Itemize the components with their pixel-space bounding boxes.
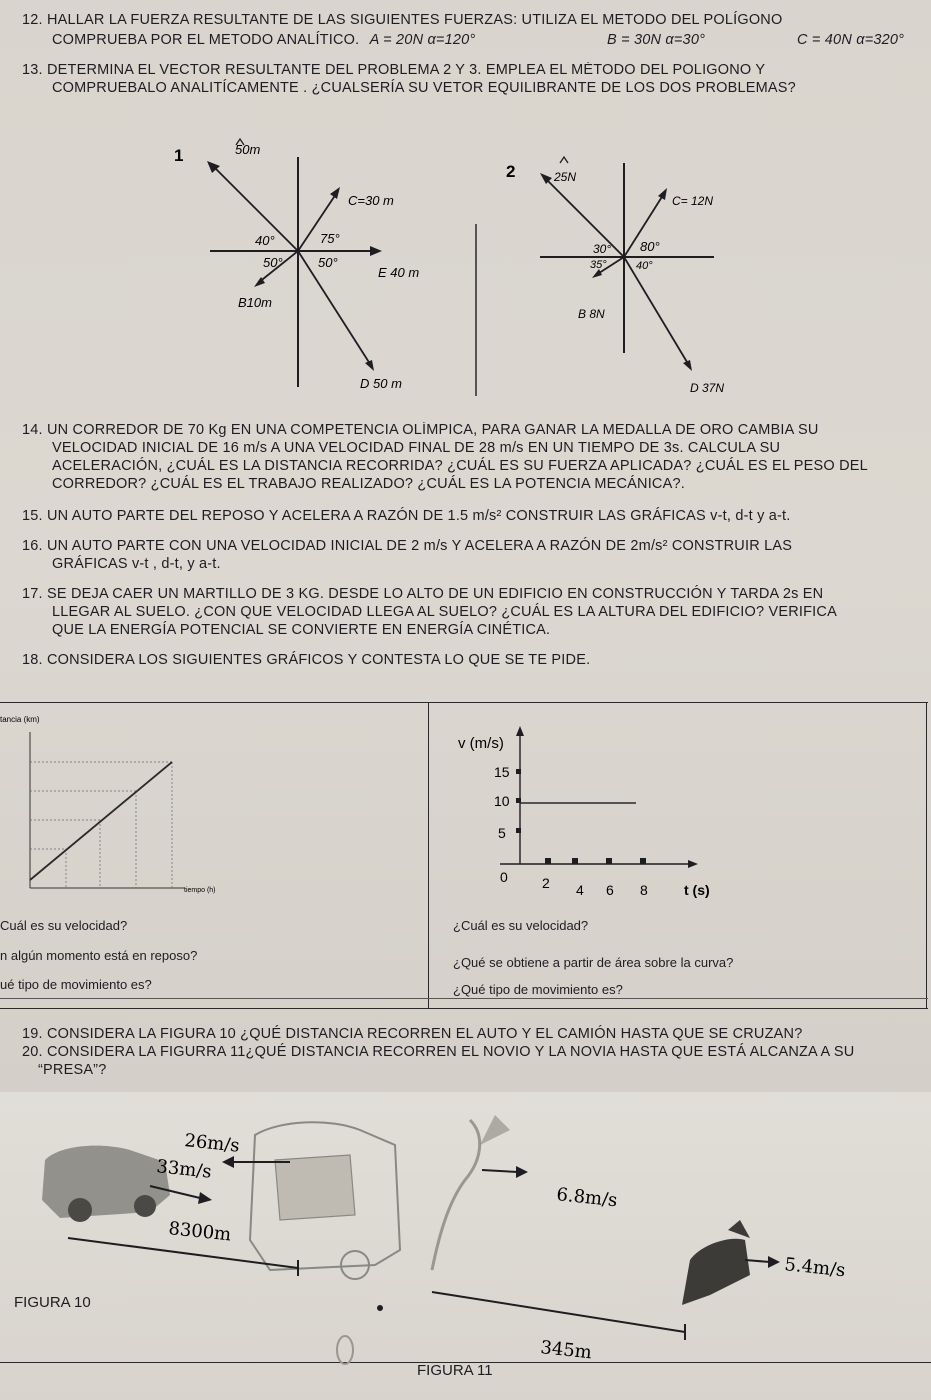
dt-xlabel: tiempo (h) <box>184 887 216 894</box>
problem-14-line3: ACELERACIÓN, ¿CUÁL ES LA DISTANCIA RECORRIDA? ¿CUÁL ES SU FUERZA APLICADA? ¿CUÁL ES EL PESO DEL <box>52 458 868 474</box>
label-40deg-2: 40° <box>636 260 653 272</box>
dt-ylabel: tancia (km) <box>0 715 40 724</box>
vt-tick-2: 2 <box>542 875 550 891</box>
figure-11-v-bride: 5.4m/s <box>783 1254 847 1282</box>
vector-diagram-2 <box>500 135 760 400</box>
left-graph-q2: n algún momento está en reposo? <box>0 948 198 963</box>
figure-10-v-car: 33m/s <box>155 1156 213 1183</box>
label-80deg: 80° <box>640 239 660 254</box>
label-50deg-a: 50° <box>263 255 283 270</box>
label-b: B10m <box>238 295 272 310</box>
label-d: D 50 m <box>360 376 402 391</box>
label-50deg-b: 50° <box>318 255 338 270</box>
force-a: A = 20N α=120° <box>369 32 476 48</box>
problem-15-line1: 15. UN AUTO PARTE DEL REPOSO Y ACELERA A RAZÓN DE 1.5 m/s² CONSTRUIR LAS GRÁFICAS v-t, d-t y a-t. <box>22 508 791 524</box>
problem-14-line4: CORREDOR? ¿CUÁL ES EL TRABAJO REALIZADO? ¿CUÁL ES LA POTENCIA MECÁNICA?. <box>52 476 685 492</box>
figure-10-illustration <box>0 1100 420 1390</box>
vt-tick-10: 10 <box>494 793 510 809</box>
figure-10-v-truck: 26m/s <box>183 1130 241 1157</box>
label-50m: 50m <box>235 142 261 157</box>
figure-10-distance: 8300m <box>167 1218 233 1246</box>
problem-17-line2: LLEGAR AL SUELO. ¿CON QUE VELOCIDAD LLEGA AL SUELO? ¿CUÁL ES LA ALTURA DEL EDIFICIO? VERIFICA <box>52 604 837 620</box>
graph-box-bottom <box>0 1008 928 1009</box>
label-25n: 25N <box>554 170 577 184</box>
problem-13-line2: COMPRUEBALO ANALITÍCAMENTE . ¿CUALSERÍA SU VETOR EQUILIBRANTE DE LOS DOS PROBLEMAS? <box>52 80 796 96</box>
left-graph-q1: Cuál es su velocidad? <box>0 918 128 933</box>
problem-20-line1: 20. CONSIDERA LA FIGURRA 11¿QUÉ DISTANCIA RECORREN EL NOVIO Y LA NOVIA HASTA QUE ESTÁ ALCANZA A SU <box>22 1044 855 1060</box>
vt-tick-6: 6 <box>606 882 614 898</box>
problem-20-line2: “PRESA”? <box>38 1062 107 1078</box>
car-wheel-icon-2 <box>134 1195 156 1217</box>
figure-11-distance: 345m <box>539 1337 593 1364</box>
vt-tick-15: 15 <box>494 764 510 780</box>
vt-ylabel: v (m/s) <box>458 735 504 752</box>
graph-box-right <box>926 702 927 1009</box>
graph-box-divider <box>428 702 429 1009</box>
car-wheel-icon <box>68 1198 92 1222</box>
problem-12-line2 <box>52 32 475 49</box>
vt-tick-8: 8 <box>640 882 648 898</box>
problem-13-line1: 13. DETERMINA EL VECTOR RESULTANTE DEL PROBLEMA 2 Y 3. EMPLEA EL MÉTODO DEL POLIGONO Y <box>22 62 766 78</box>
right-graph-q1: ¿Cuál es su velocidad? <box>453 918 589 933</box>
graph-box-inner-line <box>0 998 928 999</box>
force-b: B = 30N α=30° <box>607 32 706 48</box>
vector-diagram-1 <box>160 135 460 400</box>
problem-14-line2: VELOCIDAD INICIAL DE 16 m/s A UNA VELOCIDAD FINAL DE 28 m/s EN UN TIEMPO DE 3s. CALCULA SU <box>52 440 781 456</box>
vt-tick-5: 5 <box>498 825 506 841</box>
figure-11-illustration <box>410 1100 931 1370</box>
problem-16-line2: GRÁFICAS v-t , d-t, y a-t. <box>52 556 221 572</box>
graph-box-top <box>0 702 928 703</box>
label-b2: B 8N <box>578 307 605 321</box>
problem-17-line3: QUE LA ENERGÍA POTENCIAL SE CONVIERTE EN ENERGÍA CINÉTICA. <box>52 622 551 638</box>
figure-11-v-groom: 6.8m/s <box>555 1184 619 1212</box>
label-c: C=30 m <box>348 193 394 208</box>
left-graph-q3: ué tipo de movimiento es? <box>0 977 152 992</box>
label-e: E 40 m <box>378 265 420 280</box>
diagram-2-number: 2 <box>506 162 516 181</box>
problem-14-line1: 14. UN CORREDOR DE 70 Kg EN UNA COMPETENCIA OLÍMPICA, PARA GANAR LA MEDALLA DE ORO CAMBIA SU <box>22 422 819 438</box>
label-30deg: 30° <box>593 242 612 256</box>
problem-16-line1: 16. UN AUTO PARTE CON UNA VELOCIDAD INICIAL DE 2 m/s Y ACELERA A RAZÓN DE 2m/s² CONSTRUIR LAS <box>22 538 793 554</box>
figure-11-label: FIGURA 11 <box>417 1362 493 1379</box>
label-c2: C= 12N <box>672 194 714 208</box>
right-graph-q3: ¿Qué tipo de movimiento es? <box>453 982 623 997</box>
diagram-divider <box>475 224 477 396</box>
problem-19-line1: 19. CONSIDERA LA FIGURA 10 ¿QUÉ DISTANCIA RECORREN EL AUTO Y EL CAMIÓN HASTA QUE SE CRUZAN? <box>22 1026 803 1042</box>
vt-tick-4: 4 <box>576 882 584 898</box>
problem-17-line1: 17. SE DEJA CAER UN MARTILLO DE 3 KG. DESDE LO ALTO DE UN EDIFICIO EN CONSTRUCCIÓN Y TARDA 2s EN <box>22 586 824 602</box>
distance-time-graph <box>0 710 425 900</box>
groom-icon <box>432 1120 480 1270</box>
vt-tick-0: 0 <box>500 869 508 885</box>
force-c: C = 40N α=320° <box>797 32 905 48</box>
vt-xlabel: t (s) <box>684 882 710 898</box>
label-35deg: 35° <box>590 259 607 271</box>
bride-icon <box>682 1239 750 1305</box>
label-d2: D 37N <box>690 381 725 395</box>
problem-12-text: COMPRUEBA POR EL METODO ANALÍTICO. <box>52 32 360 48</box>
velocity-time-graph <box>440 722 740 912</box>
right-graph-q2: ¿Qué se obtiene a partir de área sobre la curva? <box>453 955 734 970</box>
problem-18-line1: 18. CONSIDERA LOS SIGUIENTES GRÁFICOS Y CONTESTA LO QUE SE TE PIDE. <box>22 652 591 668</box>
problem-12-line1: 12. HALLAR LA FUERZA RESULTANTE DE LAS SIGUIENTES FUERZAS: UTILIZA EL METODO DEL POLÍGONO <box>22 12 783 28</box>
diagram-1-number: 1 <box>174 146 184 165</box>
label-75deg: 75° <box>320 231 340 246</box>
figure-10-label: FIGURA 10 <box>14 1294 91 1311</box>
label-40deg: 40° <box>255 233 275 248</box>
